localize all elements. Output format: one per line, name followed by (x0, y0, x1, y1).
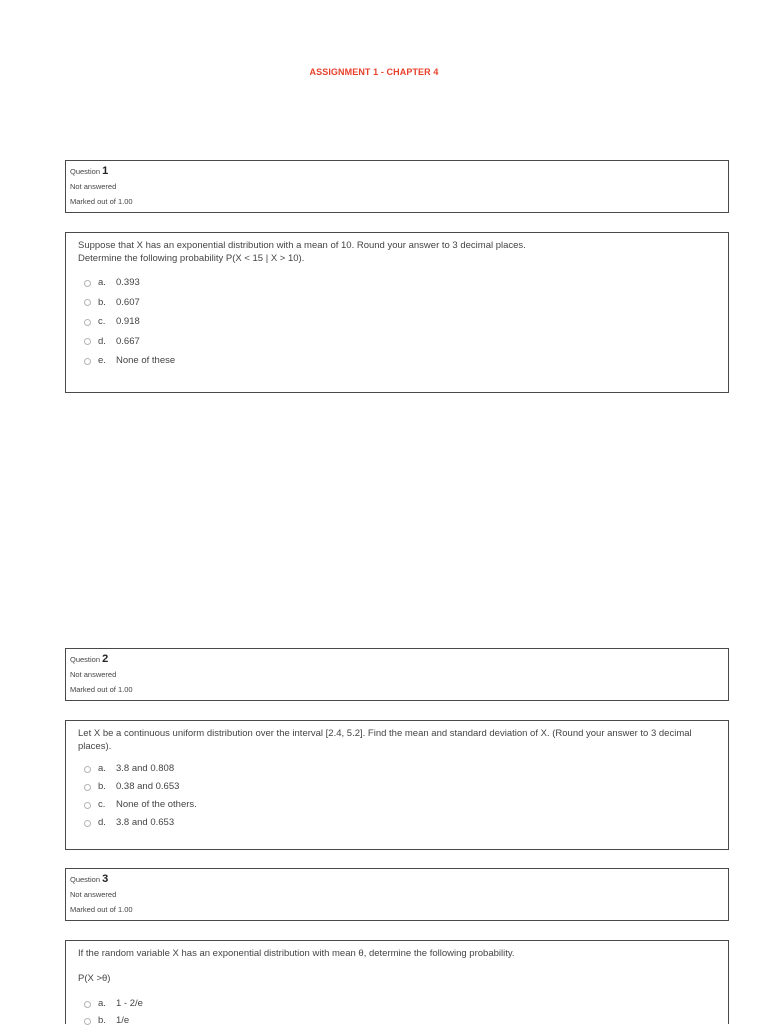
answer-letter: a. (98, 998, 106, 1009)
answer-option-a[interactable] (78, 995, 716, 1012)
answer-list (78, 760, 716, 832)
radio-button[interactable] (84, 784, 91, 791)
question-label: Question (70, 655, 101, 664)
answer-text: None of the others. (116, 799, 197, 810)
answer-letter: b. (98, 781, 106, 792)
answer-letter: c. (98, 316, 106, 327)
radio-button[interactable] (84, 280, 91, 287)
answer-letter: b. (98, 1015, 106, 1026)
answer-list (78, 273, 716, 371)
radio-button[interactable] (84, 802, 91, 809)
question-text-line: Determine the following probability P(X < 15 | X > 10). (78, 252, 305, 264)
answer-text: 3.8 and 0.808 (116, 763, 175, 774)
answer-letter: a. (98, 277, 106, 288)
answer-option-d[interactable] (78, 332, 716, 352)
answer-text: 1 - 2/e (116, 998, 143, 1009)
question-grade: Marked out of 1.00 (70, 905, 133, 914)
question-state: Not answered (70, 890, 117, 899)
question-number: 2 (102, 653, 109, 665)
question-number-line (70, 872, 724, 887)
answer-option-d[interactable] (78, 814, 716, 832)
question-text-line: Suppose that X has an exponential distribution with a mean of 10. Round your answer to 3 decimal places. (78, 240, 526, 251)
radio-button[interactable] (84, 299, 91, 306)
question-info-3 (65, 868, 729, 921)
question-text-line: Let X be a continuous uniform distribution over the interval [2.4, 5.2]. Find the mean and standard deviation of X. (Round your answer to 3 decimal places). (78, 728, 692, 752)
answer-option-b[interactable] (78, 778, 716, 796)
answer-option-a[interactable] (78, 273, 716, 293)
answer-text: 0.667 (116, 335, 140, 347)
radio-button[interactable] (84, 358, 91, 365)
question-label: Question (70, 875, 101, 884)
answer-option-c[interactable] (78, 312, 716, 332)
question-number: 1 (102, 165, 109, 177)
answer-option-a[interactable] (78, 760, 716, 778)
answer-option-c[interactable] (78, 796, 716, 814)
answer-letter: d. (98, 335, 106, 347)
question-number-line (70, 652, 724, 667)
question-text-line: If the random variable X has an exponential distribution with mean θ, determine the following probability. (78, 948, 515, 959)
answer-letter: a. (98, 763, 106, 774)
answer-text: 0.918 (116, 316, 140, 327)
radio-button[interactable] (84, 766, 91, 773)
radio-button[interactable] (84, 1001, 91, 1008)
question-content-2 (65, 720, 729, 850)
radio-button[interactable] (84, 820, 91, 827)
answer-letter: b. (98, 296, 106, 308)
radio-button[interactable] (84, 338, 91, 345)
page-title: ASSIGNMENT 1 - CHAPTER 4 (309, 67, 439, 77)
answer-letter: c. (98, 799, 106, 810)
question-grade: Marked out of 1.00 (70, 197, 133, 206)
answer-text: None of these (116, 355, 176, 366)
question-number-line (70, 164, 724, 179)
answer-option-b[interactable] (78, 1012, 716, 1029)
question-text-line: P(X >θ) (78, 972, 111, 984)
answer-letter: d. (98, 817, 106, 828)
question-info-2 (65, 648, 729, 701)
question-grade: Marked out of 1.00 (70, 685, 133, 694)
question-state: Not answered (70, 182, 117, 191)
answer-text: 3.8 and 0.653 (116, 817, 175, 828)
answer-text: 0.38 and 0.653 (116, 781, 180, 792)
question-info-1 (65, 160, 729, 213)
answer-text: 0.393 (116, 277, 140, 288)
radio-button[interactable] (84, 319, 91, 326)
question-state: Not answered (70, 670, 117, 679)
answer-text: 0.607 (116, 296, 140, 308)
question-content-3 (65, 940, 729, 1024)
question-number: 3 (102, 873, 109, 885)
answer-text: 1/e (116, 1015, 130, 1026)
answer-option-b[interactable] (78, 293, 716, 313)
answer-option-e[interactable] (78, 351, 716, 371)
question-label: Question (70, 167, 101, 176)
question-content-1 (65, 232, 729, 393)
answer-letter: e. (98, 355, 106, 366)
